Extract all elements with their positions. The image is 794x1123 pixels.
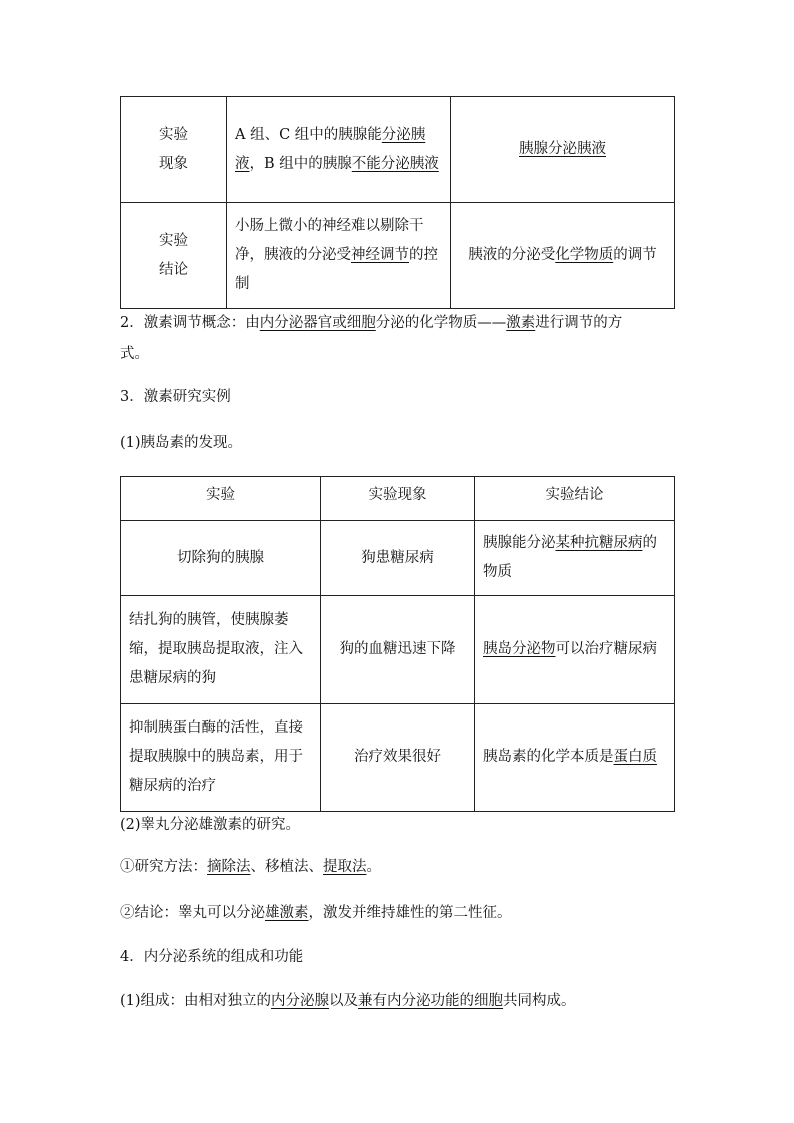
underlined-answer: 某种抗糖尿病 (555, 535, 643, 551)
underlined-answer: 兼有内分泌功能的细胞 (358, 993, 504, 1009)
hormone-concept-paragraph (120, 308, 680, 338)
text-segment: 的控制 (235, 247, 438, 292)
table-header-row (121, 477, 675, 521)
insulin-discovery-table (120, 476, 675, 812)
text-segment: 小肠上微小的神经难以剔除干净，胰液的分泌受 (235, 218, 424, 263)
underlined-answer: 蛋白质 (613, 749, 657, 765)
text-segment: 的调节 (613, 247, 657, 263)
column-header: 实验现象 (321, 477, 475, 521)
conclusion-cell (227, 203, 451, 309)
section-heading: 4．内分泌系统的组成和功能 (120, 949, 304, 965)
column-header: 实验 (121, 477, 321, 521)
row-label (121, 97, 227, 203)
text-segment: 的物质 (483, 535, 657, 580)
underlined-answer: 内分泌器官或细胞 (259, 315, 376, 331)
underlined-answer: 提取法 (323, 859, 367, 875)
text-segment: 胰岛素的化学本质是 (483, 749, 614, 765)
conclusion-cell (475, 704, 675, 812)
experiment-table (120, 96, 675, 309)
label-line: 实验 (159, 126, 188, 143)
row-label (121, 203, 227, 309)
composition-line (120, 986, 680, 1016)
text-segment: ，激发并维持雄性的第二性征。 (308, 905, 512, 921)
table-row (121, 704, 675, 812)
research-method-line (120, 852, 680, 882)
experiment-cell: 结扎狗的胰管，使胰腺萎缩，提取胰岛提取液，注入患糖尿病的狗 (121, 596, 321, 704)
subsection-heading: (1)胰岛素的发现。 (120, 435, 243, 451)
underlined-answer: 胰腺分泌胰液 (519, 141, 606, 157)
text-segment: 可以治疗糖尿病 (555, 641, 657, 657)
label-line: 结论 (159, 261, 188, 278)
underlined-answer: 化学物质 (555, 247, 614, 263)
text-segment: 、移植法、 (250, 859, 323, 875)
text-segment: 以及 (329, 993, 359, 1009)
text-segment: 进行调节的方 (535, 315, 623, 331)
column-header: 实验结论 (475, 477, 675, 521)
experiment-cell: 切除狗的胰腺 (121, 521, 321, 596)
text-segment: 胰腺能分泌 (483, 535, 556, 551)
text-segment: A 组、C 组中的胰腺能 (235, 126, 382, 143)
label-line: 现象 (159, 155, 188, 172)
text-segment: 。 (366, 859, 381, 875)
phenomenon-cell: 狗的血糖迅速下降 (321, 596, 475, 704)
text-segment: 分泌的化学物质—— (375, 315, 507, 331)
section-heading: 3．激素研究实例 (120, 389, 231, 405)
underlined-answer: 分泌胰液 (235, 126, 426, 172)
text-segment: 胰液的分泌受 (468, 247, 556, 263)
conclusion-cell (451, 203, 675, 309)
underlined-answer: 胰岛分泌物 (483, 641, 556, 657)
text-segment: ，B 组中的胰腺 (249, 155, 352, 172)
underlined-answer: 不能分泌胰液 (351, 155, 439, 172)
table-row (121, 596, 675, 704)
underlined-answer: 摘除法 (207, 859, 251, 875)
paragraph-continuation: 式。 (120, 346, 149, 362)
underlined-answer: 激素 (506, 315, 536, 331)
text-segment: ②结论：睾丸可以分泌 (120, 905, 265, 921)
underlined-answer: 内分泌腺 (271, 993, 330, 1009)
text-segment: ①研究方法： (120, 859, 207, 875)
phenomenon-cell (451, 97, 675, 203)
table-row (121, 97, 675, 203)
label-line: 实验 (159, 232, 188, 249)
experiment-cell: 抑制胰蛋白酶的活性，直接提取胰腺中的胰岛素，用于糖尿病的治疗 (121, 704, 321, 812)
conclusion-line (120, 898, 680, 928)
table-row (121, 521, 675, 596)
conclusion-cell (475, 596, 675, 704)
underlined-answer: 神经调节 (351, 247, 409, 263)
subsection-heading: (2)睾丸分泌雄激素的研究。 (120, 817, 301, 833)
text-segment: (1)组成：由相对独立的 (120, 993, 272, 1009)
conclusion-cell (475, 521, 675, 596)
phenomenon-cell (227, 97, 451, 203)
underlined-answer: 雄激素 (265, 905, 309, 921)
text-segment: 共同构成。 (503, 993, 576, 1009)
phenomenon-cell: 治疗效果很好 (321, 704, 475, 812)
text-segment: 2．激素调节概念：由 (120, 315, 260, 331)
phenomenon-cell: 狗患糖尿病 (321, 521, 475, 596)
table-row (121, 203, 675, 309)
